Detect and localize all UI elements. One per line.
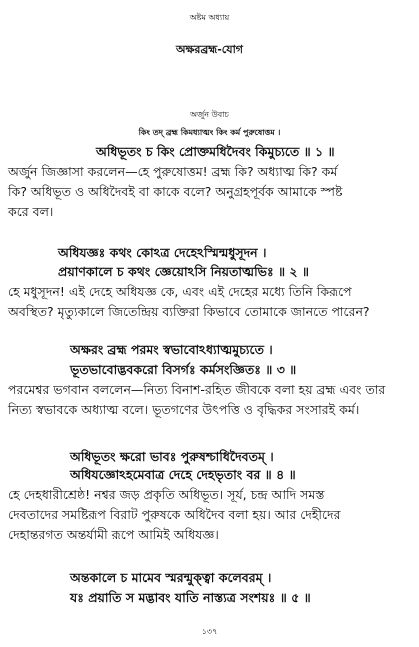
page-number: ১৩৭ bbox=[201, 627, 218, 636]
verse-line: যঃ প্রয়াতি স মদ্ভাবং যাতি নাস্ত্যত্র সংশয়ঃ ॥ ৫ ॥ bbox=[70, 590, 311, 605]
verse-line: অন্তকালে চ মামেব স্মরন্মুক্ত্বা কলেবরম্ । bbox=[70, 570, 272, 585]
verse-line: অধিভূতং ক্ষরো ভাবঃ পুরুষশ্চাধিদৈবতম্ । bbox=[70, 449, 274, 464]
translation-line: কি? অধিভূত ও অধিদৈবই বা কাকে বলে? অনুগ্রহপূর্বক আমাকে স্পষ্ট bbox=[8, 184, 343, 199]
verse-line: অক্ষরং ব্রহ্ম পরমং স্বভাবোঽধ্যাত্মমুচ্যতে । bbox=[70, 342, 273, 357]
verse-line: কিং তদ্ ব্রহ্ম কিমধ্যাত্মং কিং কর্ম পুরুষোত্তম । bbox=[138, 128, 281, 137]
verse-line: অধিযজ্ঞোঽহমেবাত্র দেহে দেহভৃতাং বর ॥ ৪ ॥ bbox=[70, 467, 296, 482]
translation-line: দেহান্তরগত অন্তর্যামী রূপে আমিই অধিযজ্ঞ। bbox=[8, 527, 219, 542]
verse-line: অধিভূতং চ কিং প্রোক্তমধিদৈবং কিমুচ্যতে ॥ ১ ॥ bbox=[96, 144, 335, 159]
chapter-title: অক্ষরব্রহ্ম-যোগ bbox=[175, 43, 244, 56]
chapter-heading: অষ্টম অধ্যায় bbox=[189, 13, 230, 22]
translation-line: হে মধুসূদন! এই দেহে অধিযজ্ঞ কে, এবং এই দেহের মধ্যে তিনি কিরূপে bbox=[8, 284, 352, 299]
translation-line: করে বল। bbox=[8, 204, 54, 219]
translation-line: হে দেহধারীশ্রেষ্ঠ! নশ্বর জড় প্রকৃতি অধিভূত। সূর্য, চন্দ্র আদি সমস্ত bbox=[8, 487, 325, 502]
translation-line: পরমেশ্বর ভগবান বললেন—নিত্য বিনাশ-রহিত জীবকে বলা হয় ব্রহ্ম এবং তার bbox=[8, 382, 386, 397]
translation-line: দেবতাদের সমষ্টিরূপ বিরাট পুরুষকে অধিদৈব বলা হয়। আর দেহীদের bbox=[8, 507, 341, 522]
verse-line: প্রয়াণকালে চ কথং জ্ঞেয়োঽসি নিয়তাত্মভিঃ ॥ ২ ॥ bbox=[58, 264, 309, 279]
speaker-label: অর্জুন উবাচ bbox=[190, 110, 229, 119]
verse-line: ভূতভাবোদ্ভবকরো বিসর্গঃ কর্মসংজ্ঞিতঃ ॥ ৩ ॥ bbox=[70, 362, 297, 377]
translation-line: অর্জুন জিজ্ঞাসা করলেন—হে পুরুষোত্তম! ব্রহ্ম কি? অধ্যাত্ম কি? কর্ম bbox=[8, 164, 338, 179]
translation-line: অবস্থিত? মৃত্যুকালে জিতেন্দ্রিয় ব্যক্তিরা কিভাবে তোমাকে জানতে পারেন? bbox=[8, 304, 370, 319]
verse-line: অধিযজ্ঞঃ কথং কোঽত্র দেহেঽস্মিন্মধুসূদন । bbox=[58, 245, 267, 260]
translation-line: নিত্য স্বভাবকে অধ্যাত্ম বলে। ভূতগণের উৎপত্তি ও বৃদ্ধিকর সংসারই কর্ম। bbox=[8, 402, 360, 417]
